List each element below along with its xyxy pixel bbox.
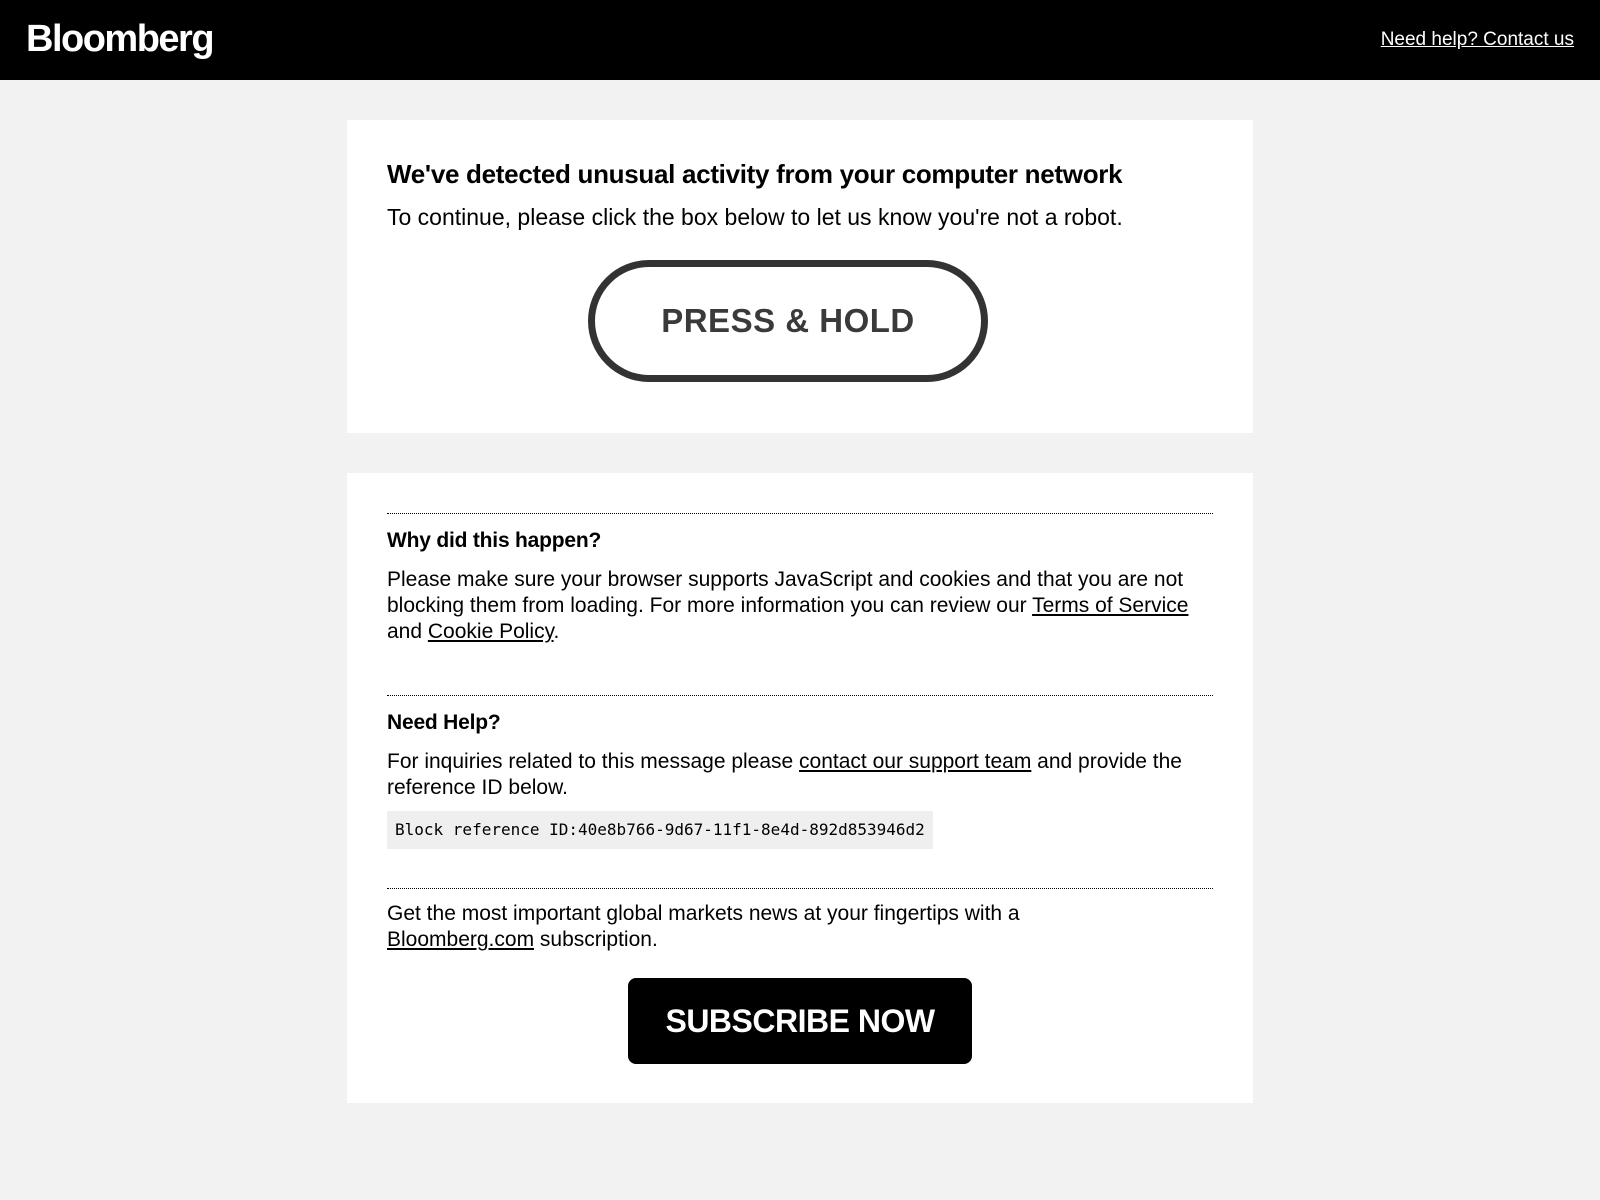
challenge-instruction: To continue, please click the box below to let us know you're not a robot.	[387, 204, 1123, 230]
challenge-title: We've detected unusual activity from your computer network	[387, 159, 1123, 189]
info-card	[347, 473, 1253, 1103]
contact-us-link[interactable]: Need help? Contact us	[1380, 29, 1574, 50]
divider	[387, 888, 1213, 889]
why-heading: Why did this happen?	[387, 529, 602, 552]
cookie-policy-link[interactable]: Cookie Policy	[427, 620, 554, 643]
need-help-heading: Need Help?	[387, 711, 501, 734]
why-text: Please make sure your browser supports JavaScript and cookies and that you are not blocking them from loading. For more information you can review our Terms of Service and Cookie Policy.	[387, 568, 1189, 643]
challenge-card	[347, 120, 1253, 433]
subscribe-now-button[interactable]: SUBSCRIBE NOW	[628, 978, 972, 1064]
promo-text: Get the most important global markets news at your fingertips with a Bloomberg.com subscription.	[387, 902, 1020, 951]
bloomberg-com-link[interactable]: Bloomberg.com	[387, 928, 535, 951]
divider	[387, 695, 1213, 696]
divider	[387, 513, 1213, 514]
need-help-text: For inquiries related to this message please contact our support team and provide the reference ID below.	[387, 750, 1182, 799]
press-and-hold-button[interactable]: PRESS & HOLD	[588, 260, 988, 382]
top-bar	[0, 0, 1600, 80]
bloomberg-logo[interactable]: Bloomberg	[26, 18, 214, 60]
terms-of-service-link[interactable]: Terms of Service	[1032, 594, 1189, 617]
contact-support-link[interactable]: contact our support team	[799, 750, 1032, 773]
block-reference-id: Block reference ID:40e8b766-9d67-11f1-8e4d-892d853946d2	[387, 811, 933, 849]
